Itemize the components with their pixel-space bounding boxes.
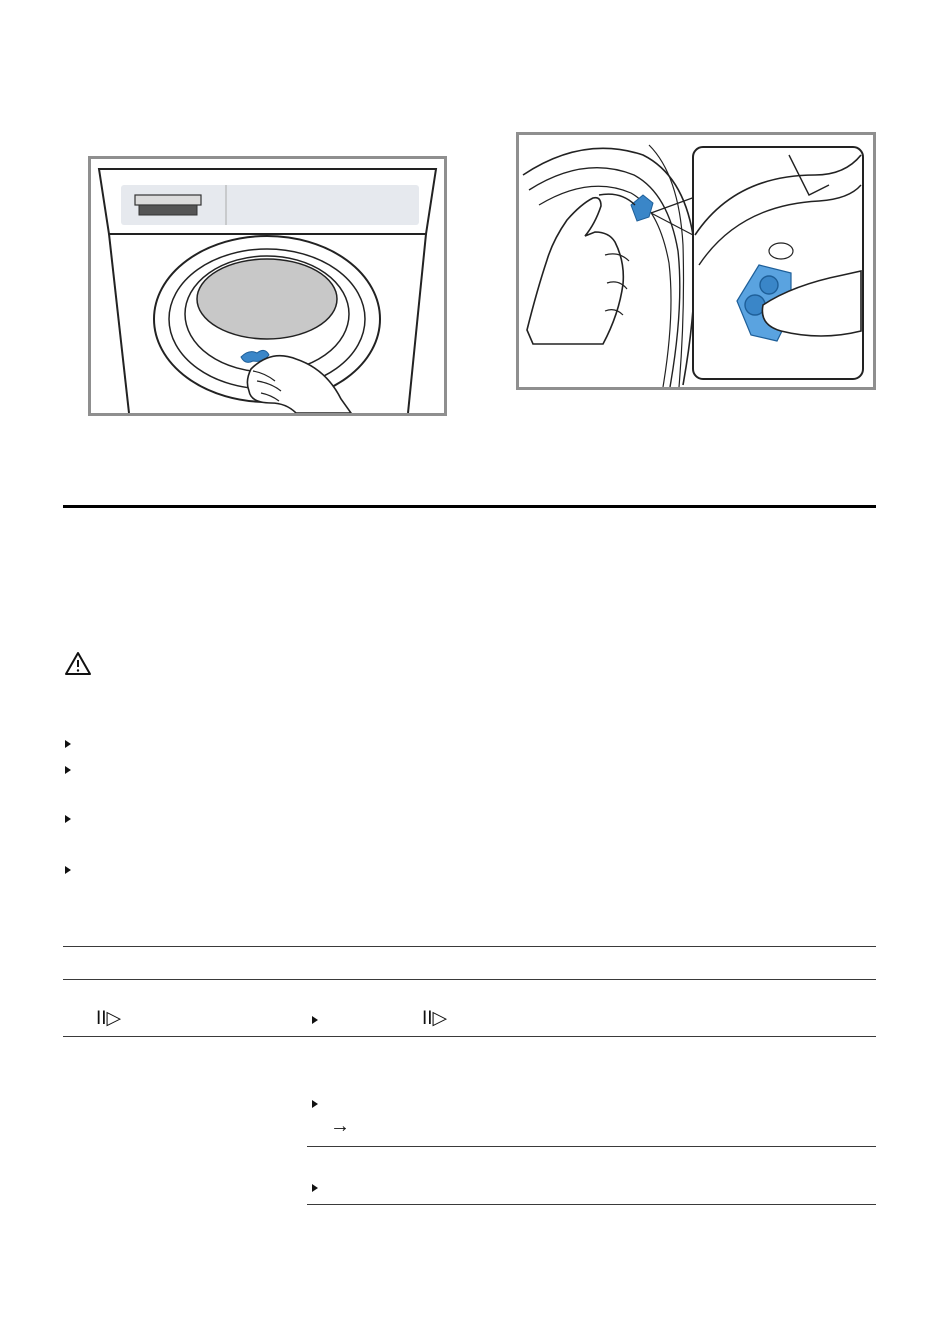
list-bullet-3: [65, 815, 71, 823]
table-row-rule: [63, 1036, 876, 1037]
start-pause-symbol-inline: II▷: [422, 1008, 448, 1029]
list-bullet-4: [65, 866, 71, 874]
table-top-rule: [63, 946, 876, 947]
section-divider: [63, 505, 876, 508]
table-bullet-2: [312, 1100, 318, 1108]
washer-front-drawing: [91, 159, 444, 413]
table-bullet-3: [312, 1184, 318, 1192]
table-header-rule: [63, 979, 876, 980]
start-pause-symbol: II▷: [96, 1008, 122, 1029]
arrow-symbol: →: [330, 1115, 350, 1137]
list-bullet-1: [65, 740, 71, 748]
table-bullet-1: [312, 1016, 318, 1024]
table-bottom-rule: [307, 1204, 876, 1205]
illustration-washer-front: [88, 156, 447, 416]
table-subrow-rule: [307, 1146, 876, 1147]
warning-triangle-icon: [63, 650, 93, 678]
door-seal-detail-drawing: [519, 135, 873, 387]
illustration-door-seal-detail: [516, 132, 876, 390]
list-bullet-2: [65, 766, 71, 774]
